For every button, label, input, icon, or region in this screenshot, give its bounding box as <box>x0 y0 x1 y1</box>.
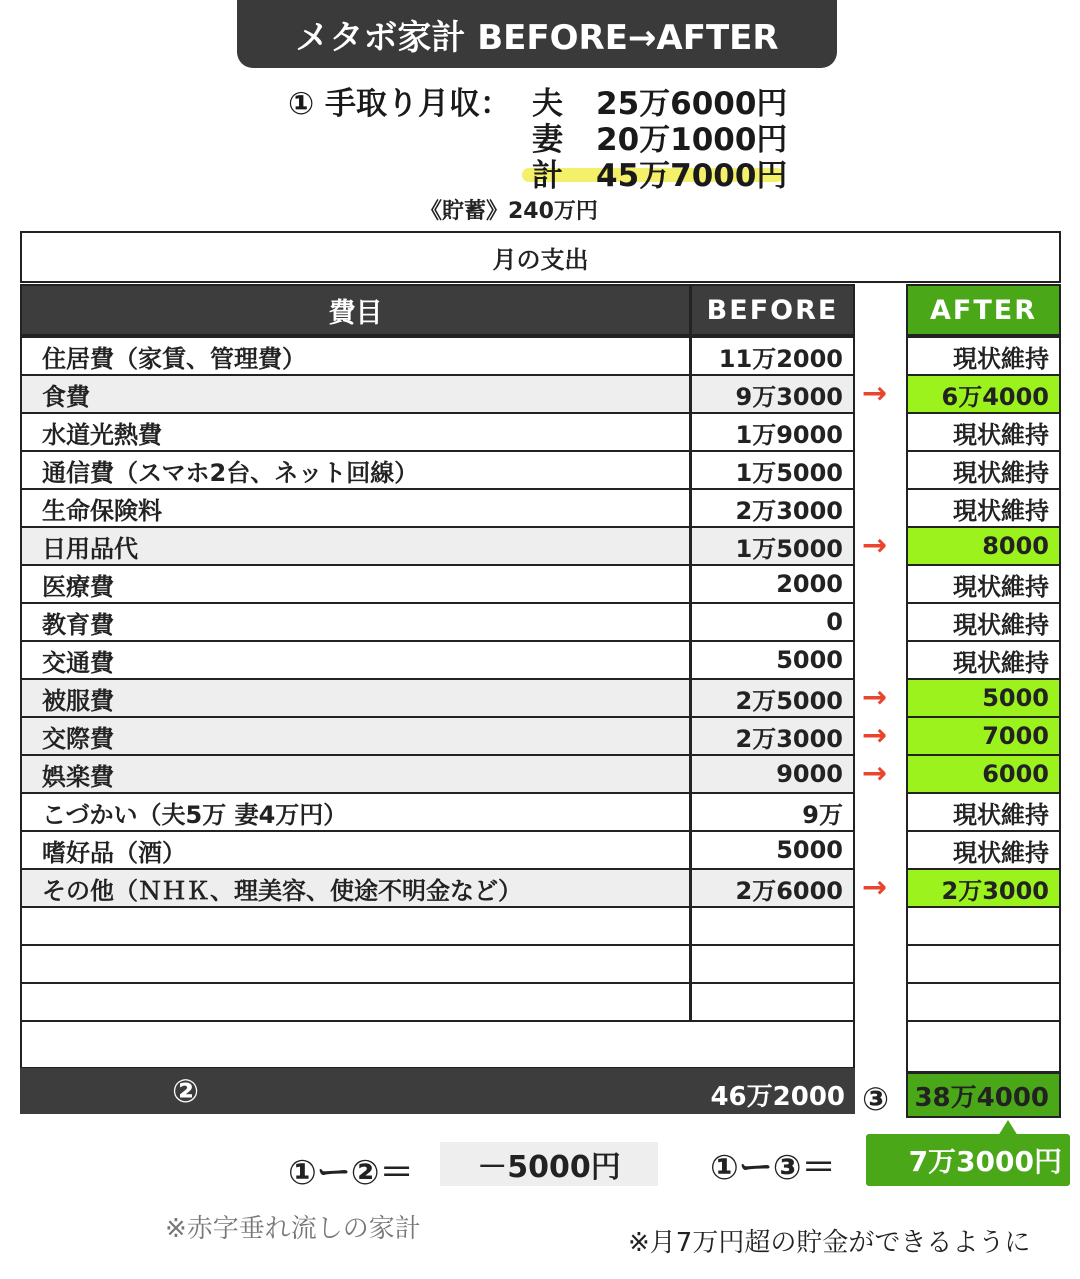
row-after-value: 6000 <box>906 754 1061 794</box>
column-header-before: BEFORE <box>690 284 855 336</box>
row-before-value: 2万3000 <box>690 716 855 756</box>
row-before-value: 1万5000 <box>690 450 855 490</box>
husband-label: 夫 <box>532 86 563 122</box>
page-title: メタボ家計 BEFORE→AFTER <box>237 0 837 68</box>
before-result: －5000円 <box>440 1142 658 1186</box>
income-label: ① 手取り月収： <box>288 86 512 122</box>
row-item-label: 医療費 <box>20 564 691 604</box>
row-after-value: 現状維持 <box>906 564 1061 604</box>
row-item-label: 教育費 <box>20 602 691 642</box>
husband-income: 25万6000円 <box>596 86 788 122</box>
row-after-value: 5000 <box>906 678 1061 718</box>
column-header-item: 費目 <box>20 284 691 336</box>
after-formula: ①ー③＝ <box>710 1148 836 1188</box>
row-after-value: 現状維持 <box>906 602 1061 642</box>
row-item-label: 嗜好品（酒） <box>20 830 691 870</box>
row-item-label: 食費 <box>20 374 691 414</box>
row-before-value: 5000 <box>690 640 855 680</box>
row-before-value: 9万3000 <box>690 374 855 414</box>
row-item-label <box>20 982 691 1022</box>
row-item-label: 日用品代 <box>20 526 691 566</box>
row-before-value <box>690 906 855 946</box>
row-before-value: 2万5000 <box>690 678 855 718</box>
blank-row-after <box>906 1020 1061 1073</box>
total-after-mark: ③ <box>862 1080 890 1118</box>
row-before-value: 1万5000 <box>690 526 855 566</box>
row-before-value: 5000 <box>690 830 855 870</box>
row-item-label: 交際費 <box>20 716 691 756</box>
arrow-right-icon: → <box>862 528 888 563</box>
row-item-label <box>20 944 691 984</box>
row-item-label: 住居費（家賃、管理費） <box>20 336 691 376</box>
column-header-after: AFTER <box>906 284 1061 336</box>
row-item-label: 生命保険料 <box>20 488 691 528</box>
row-after-value: 6万4000 <box>906 374 1061 414</box>
arrow-right-icon: → <box>862 756 888 791</box>
row-after-value: 8000 <box>906 526 1061 566</box>
before-formula: ①ー②＝ <box>288 1153 414 1193</box>
row-item-label <box>20 906 691 946</box>
row-item-label: 通信費（スマホ2台、ネット回線） <box>20 450 691 490</box>
row-before-value: 11万2000 <box>690 336 855 376</box>
row-before-value: 1万9000 <box>690 412 855 452</box>
arrow-right-icon: → <box>862 870 888 905</box>
savings-amount: 《貯蓄》240万円 <box>420 199 598 224</box>
row-item-label: 娯楽費 <box>20 754 691 794</box>
arrow-right-icon: → <box>862 376 888 411</box>
row-after-value <box>906 982 1061 1022</box>
row-after-value: 現状維持 <box>906 830 1061 870</box>
after-note: ※月7万円超の貯金ができるように <box>628 1228 1031 1258</box>
row-item-label: 交通費 <box>20 640 691 680</box>
row-after-value: 現状維持 <box>906 412 1061 452</box>
row-before-value: 2万6000 <box>690 868 855 908</box>
row-after-value: 現状維持 <box>906 336 1061 376</box>
before-note: ※赤字垂れ流しの家計 <box>165 1214 421 1244</box>
row-item-label: 水道光熱費 <box>20 412 691 452</box>
row-before-value <box>690 982 855 1022</box>
row-after-value: 現状維持 <box>906 640 1061 680</box>
row-before-value: 2000 <box>690 564 855 604</box>
row-after-value: 2万3000 <box>906 868 1061 908</box>
row-after-value: 現状維持 <box>906 792 1061 832</box>
total-before-mark: ② <box>172 1072 200 1110</box>
total-income: 45万7000円 <box>596 158 788 194</box>
blank-row-wide <box>20 1020 855 1069</box>
row-item-label: 被服費 <box>20 678 691 718</box>
arrow-right-icon: → <box>862 680 888 715</box>
arrow-right-icon: → <box>862 718 888 753</box>
row-after-value: 現状維持 <box>906 488 1061 528</box>
total-after-value: 38万4000 <box>906 1072 1061 1118</box>
wife-label: 妻 <box>532 122 563 158</box>
row-before-value: 0 <box>690 602 855 642</box>
row-before-value <box>690 944 855 984</box>
total-before-value: 46万2000 <box>710 1082 845 1112</box>
row-after-value <box>906 906 1061 946</box>
after-result: 7万3000円 <box>866 1134 1070 1186</box>
row-before-value: 9万 <box>690 792 855 832</box>
row-after-value: 7000 <box>906 716 1061 756</box>
row-before-value: 2万3000 <box>690 488 855 528</box>
total-income-label: 計 <box>532 158 563 194</box>
table-title: 月の支出 <box>20 231 1061 283</box>
row-item-label: その他（ＮＨＫ、理美容、使途不明金など） <box>20 868 691 908</box>
row-item-label: こづかい（夫5万 妻4万円） <box>20 792 691 832</box>
row-after-value <box>906 944 1061 984</box>
wife-income: 20万1000円 <box>596 122 788 158</box>
row-before-value: 9000 <box>690 754 855 794</box>
row-after-value: 現状維持 <box>906 450 1061 490</box>
total-before-row <box>20 1068 855 1114</box>
